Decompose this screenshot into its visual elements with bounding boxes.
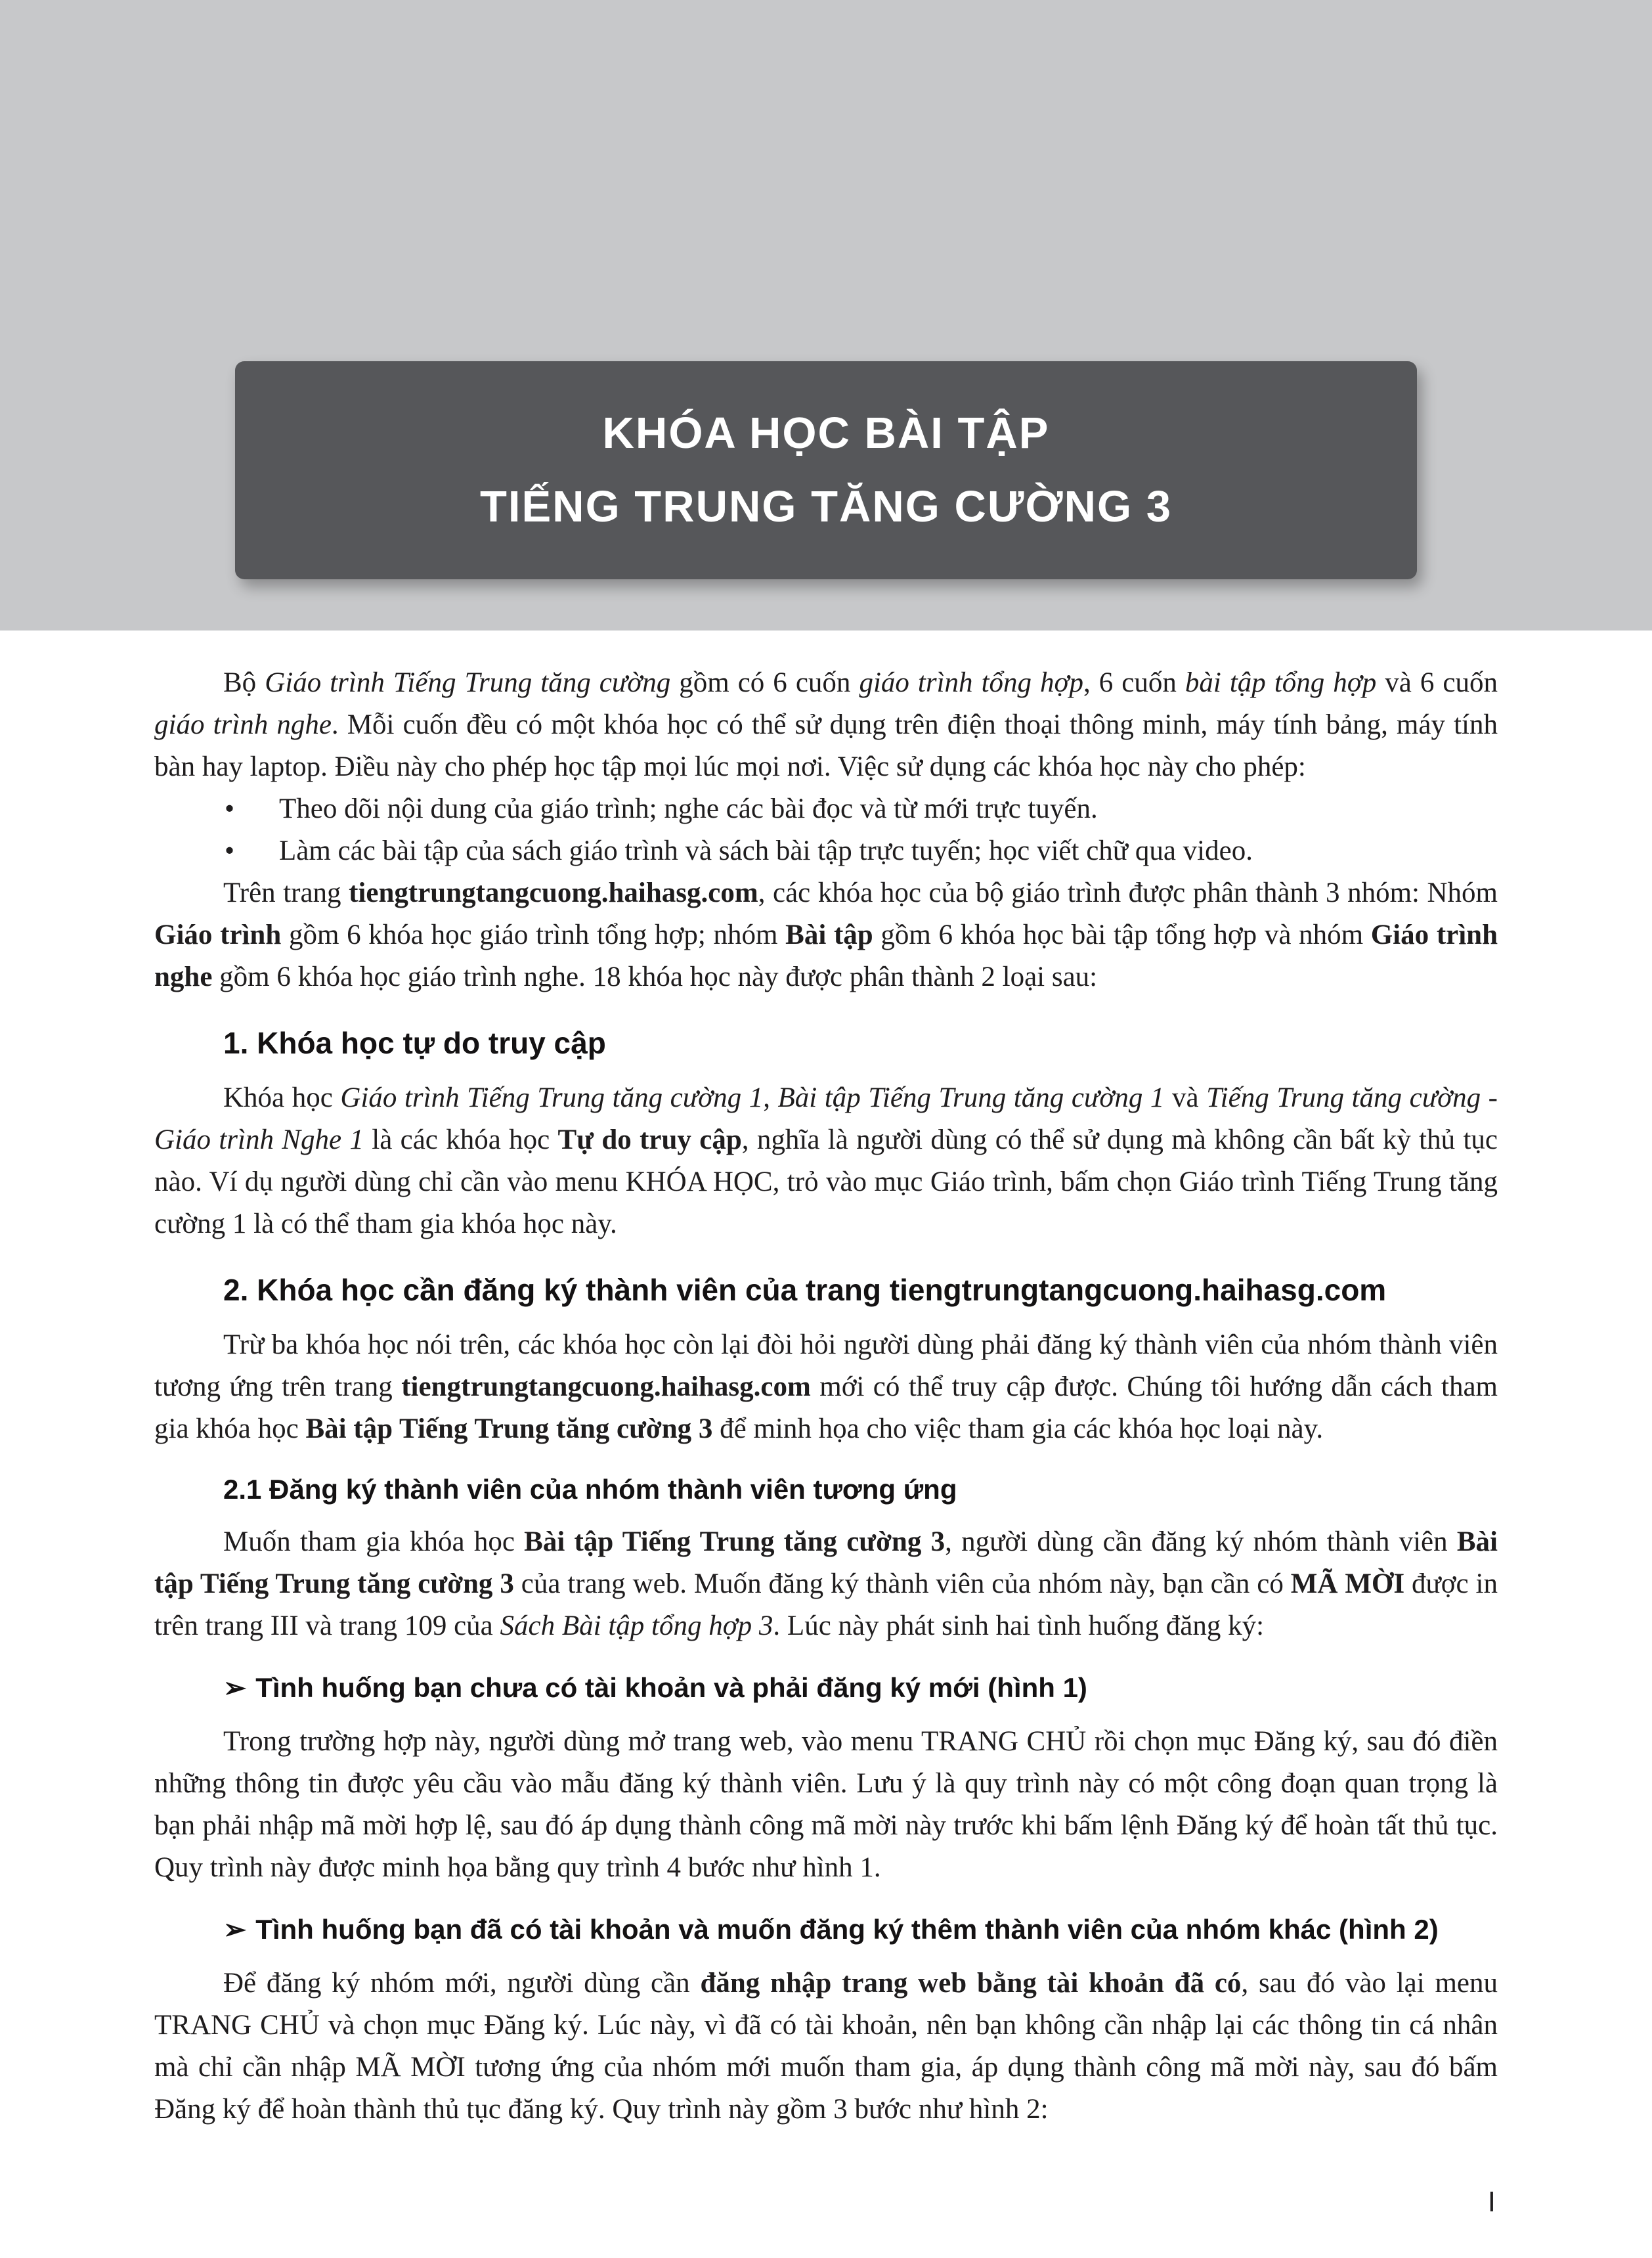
- text-segment: gồm 6 khóa học giáo trình nghe. 18 khóa học này được phân thành 2 loại sau:: [212, 962, 1098, 992]
- paragraph: [154, 1721, 1498, 1889]
- text-segment: mới có thể truy cập được. Chúng tôi hướng dẫn cách tham gia khóa học: [154, 1371, 1498, 1444]
- text-segment: Tình huống bạn chưa có tài khoản và phải đăng ký mới (hình 1): [255, 1672, 1087, 1703]
- bullet-item: [154, 788, 1498, 830]
- text-segment: Làm các bài tập của sách giáo trình và sách bài tập trực tuyến; học viết chữ qua video.: [279, 835, 1253, 866]
- text-segment: , các khóa học của bộ giáo trình được phân thành 3 nhóm: Nhóm: [758, 877, 1498, 908]
- text-segment: , nghĩa là người dùng có thể sử dụng mà không cần bất kỳ thủ tục nào. Ví dụ người dùng chỉ cần vào menu KHÓA HỌC, trỏ vào mục Giáo trình, bấm chọn Giáo trình Tiếng Trung tăng cường 1 là có thể tham gia khóa học này.: [154, 1124, 1498, 1239]
- text-segment: Tình huống bạn đã có tài khoản và muốn đăng ký thêm thành viên của nhóm khác (hình 2): [255, 1914, 1439, 1945]
- text-segment: Giáo trình Tiếng Trung tăng cường 1: [340, 1082, 764, 1113]
- bullet-item: [154, 830, 1498, 872]
- text-segment: gồm 6 khóa học giáo trình tổng hợp; nhóm: [281, 919, 786, 950]
- text-segment: ,: [763, 1082, 778, 1113]
- paragraph: [154, 1962, 1498, 2131]
- text-segment: Trong trường hợp này, người dùng mở trang web, vào menu TRANG CHỦ rồi chọn mục Đăng ký, sau đó điền những thông tin được yêu cầu vào mẫu đăng ký thành viên. Lưu ý là quy trình này có một công đoạn quan trọng là bạn phải nhập mã mời hợp lệ, sau đó áp dụng thành công mã mời này trước khi bấm lệnh Đăng ký để hoàn tất thủ tục. Quy trình này được minh họa bằng quy trình 4 bước như hình 1.: [154, 1726, 1498, 1883]
- text-segment: 2.1 Đăng ký thành viên của nhóm thành viên tương ứng: [223, 1474, 957, 1505]
- text-segment: Trên trang: [223, 877, 349, 908]
- banner-title-line-1: KHÓA HỌC BÀI TẬP: [602, 409, 1050, 458]
- text-segment: , người dùng cần đăng ký nhóm thành viên: [945, 1526, 1457, 1557]
- document-blocks: [154, 662, 1498, 2131]
- arrow-icon: ➢: [223, 1914, 247, 1945]
- text-segment: của trang web. Muốn đăng ký thành viên của nhóm này, bạn cần có: [513, 1568, 1291, 1599]
- text-segment: gồm có 6 cuốn: [670, 667, 859, 698]
- text-segment: Theo dõi nội dung của giáo trình; nghe các bài đọc và từ mới trực tuyến.: [279, 793, 1098, 824]
- text-segment: . Mỗi cuốn đều có một khóa học có thể sử dụng trên điện thoại thông minh, máy tính bảng, máy tính bàn hay laptop. Điều này cho phép học tập mọi lúc mọi nơi. Việc sử dụng các khóa học này cho phép:: [154, 709, 1498, 782]
- text-segment: Để đăng ký nhóm mới, người dùng cần: [223, 1968, 701, 1999]
- text-segment: Bài tập: [785, 919, 873, 950]
- text-segment: để minh họa cho việc tham gia các khóa học loại này.: [712, 1413, 1324, 1444]
- text-segment: Bộ: [223, 667, 265, 698]
- bullet-icon: •: [225, 793, 235, 824]
- paragraph: [154, 1521, 1498, 1647]
- text-segment: tiengtrungtangcuong.haihasg.com: [349, 877, 758, 908]
- text-segment: Sách Bài tập tổng hợp 3: [500, 1610, 773, 1641]
- header-band: [0, 0, 1652, 631]
- text-segment: và: [1164, 1082, 1207, 1113]
- text-segment: Giáo trình Tiếng Trung tăng cường: [265, 667, 671, 698]
- text-segment: được in trên trang III và trang 109 của: [154, 1568, 1498, 1641]
- paragraph: [154, 872, 1498, 998]
- text-segment: gồm 6 khóa học bài tập tổng hợp và nhóm: [873, 919, 1371, 950]
- text-segment: Giáo trình nghe: [154, 919, 1498, 992]
- paragraph: [154, 1324, 1498, 1450]
- page-number: I: [1487, 2186, 1496, 2218]
- text-segment: 1. Khóa học tự do truy cập: [223, 1026, 606, 1060]
- text-segment: MÃ MỜI: [1290, 1568, 1405, 1599]
- text-segment: . Lúc này phát sinh hai tình huống đăng ký:: [773, 1610, 1265, 1641]
- text-segment: Bài tập Tiếng Trung tăng cường 3: [305, 1413, 713, 1444]
- section-heading: [154, 1268, 1498, 1312]
- text-segment: Bài tập Tiếng Trung tăng cường 1: [777, 1082, 1165, 1113]
- text-segment: Bài tập Tiếng Trung tăng cường 3: [524, 1526, 946, 1557]
- text-segment: và 6 cuốn: [1376, 667, 1498, 698]
- text-segment: Muốn tham gia khóa học: [223, 1526, 525, 1557]
- banner-title-line-2: TIẾNG TRUNG TĂNG CƯỜNG 3: [479, 482, 1173, 531]
- paragraph: [154, 662, 1498, 788]
- text-segment: Giáo trình: [154, 919, 282, 950]
- text-segment: tiengtrungtangcuong.haihasg.com: [401, 1371, 811, 1402]
- arrow-icon: ➢: [223, 1672, 247, 1703]
- text-segment: Tự do truy cập: [557, 1124, 742, 1155]
- title-banner: [235, 361, 1417, 579]
- text-segment: là các khóa học: [363, 1124, 558, 1155]
- paragraph: [154, 1077, 1498, 1245]
- text-segment: bài tập tổng hợp: [1185, 667, 1377, 698]
- case-heading: [154, 1909, 1498, 1951]
- text-segment: Bài tập Tiếng Trung tăng cường 3: [154, 1526, 1498, 1599]
- text-segment: Trừ ba khóa học nói trên, các khóa học còn lại đòi hỏi người dùng phải đăng ký thành viên của nhóm thành viên tương ứng trên trang: [154, 1329, 1498, 1402]
- text-segment: , 6 cuốn: [1083, 667, 1185, 698]
- subsection-heading: [154, 1469, 1498, 1511]
- text-segment: , sau đó vào lại menu TRANG CHỦ và chọn mục Đăng ký. Lúc này, vì đã có tài khoản, nên bạn không cần nhập lại các thông tin cá nhân mà chỉ cần nhập MÃ MỜI tương ứng của nhóm mới muốn tham gia, áp dụng thành công mã mời này, sau đó bấm Đăng ký để hoàn thành thủ tục đăng ký. Quy trình này gồm 3 bước như hình 2:: [154, 1968, 1498, 2125]
- case-heading: [154, 1667, 1498, 1709]
- text-segment: Khóa học: [223, 1082, 341, 1113]
- bullet-icon: •: [225, 835, 235, 866]
- text-segment: giáo trình tổng hợp: [859, 667, 1083, 698]
- text-segment: Tiếng Trung tăng cường - Giáo trình Nghe 1: [154, 1082, 1498, 1155]
- text-segment: đăng nhập trang web bằng tài khoản đã có: [700, 1968, 1242, 1999]
- text-segment: giáo trình nghe: [154, 709, 332, 740]
- text-segment: 2. Khóa học cần đăng ký thành viên của trang tiengtrungtangcuong.haihasg.com: [223, 1273, 1387, 1307]
- section-heading: [154, 1021, 1498, 1065]
